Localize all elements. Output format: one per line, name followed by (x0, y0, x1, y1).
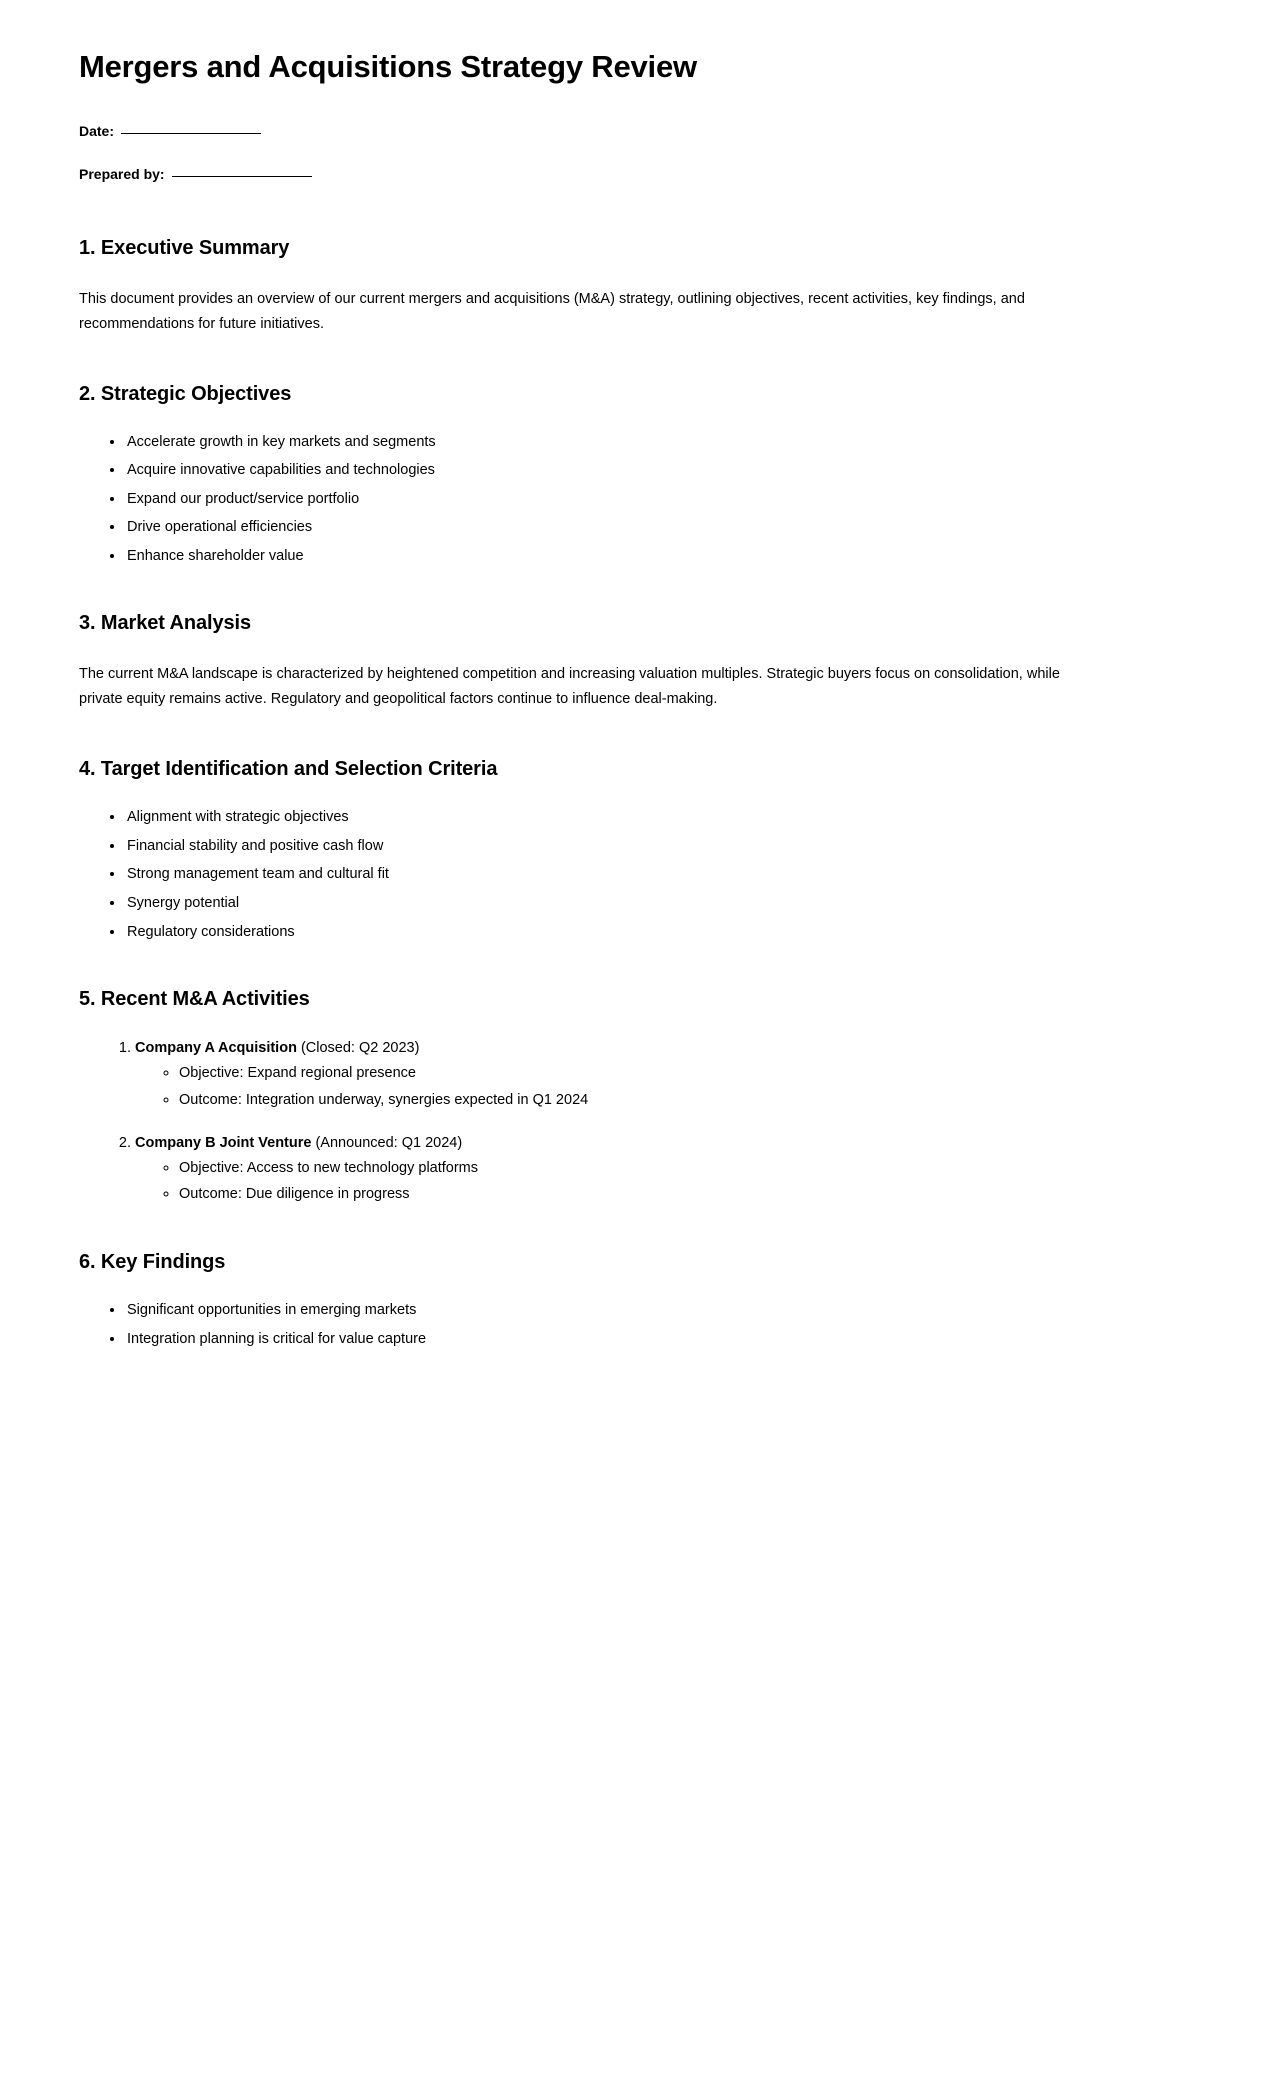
recent-activities-list (79, 1038, 1184, 1205)
list-item (135, 1133, 1184, 1205)
list-item: • Strong management team and cultural fit (125, 865, 1184, 885)
section-strategic-objectives (79, 381, 1184, 567)
section-paragraph: The current M&A landscape is characterized by heightened competition and increasing valuation multiples. Strategic buyers focus on consolidation, while private equity remains active. Regulatory and geopolitical factors continue to influence deal-making. (79, 666, 1060, 708)
strategic-objectives-list (79, 433, 1184, 567)
activity-details-list (135, 1064, 1184, 1110)
date-label: Date: (79, 122, 115, 139)
list-item: • Synergy potential (125, 894, 1184, 914)
prepared-by-input-blank[interactable] (172, 176, 312, 177)
activity-heading (135, 1135, 462, 1151)
list-item: ◦ Outcome: Integration underway, synergies expected in Q1 2024 (179, 1091, 1184, 1111)
list-item: • Alignment with strategic objectives (125, 808, 1184, 828)
list-item: • Financial stability and positive cash flow (125, 837, 1184, 857)
list-item: ◦ Objective: Expand regional presence (179, 1064, 1184, 1084)
section-executive-summary (79, 235, 1184, 337)
list-item: • Expand our product/service portfolio (125, 490, 1184, 510)
selection-criteria-list (79, 808, 1184, 942)
date-input-blank[interactable] (121, 133, 261, 134)
section-heading: 3. Market Analysis (79, 612, 251, 635)
list-item: • Acquire innovative capabilities and technologies (125, 461, 1184, 481)
activity-name: Company B Joint Venture (135, 1134, 312, 1151)
list-item: • Drive operational efficiencies (125, 518, 1184, 538)
prepared-by-field-line (79, 164, 1184, 185)
date-field-line (79, 121, 1184, 142)
list-item (135, 1038, 1184, 1110)
section-market-analysis (79, 610, 1184, 712)
list-item: • Integration planning is critical for value capture (125, 1330, 1184, 1350)
list-item: • Accelerate growth in key markets and segments (125, 433, 1184, 453)
section-heading: 1. Executive Summary (79, 236, 290, 259)
page-title: Mergers and Acquisitions Strategy Review (79, 49, 697, 84)
list-item: • Enhance shareholder value (125, 547, 1184, 567)
section-heading: 4. Target Identification and Selection Criteria (79, 758, 498, 781)
activity-details-list (135, 1159, 1184, 1205)
key-findings-list (79, 1301, 1184, 1349)
section-target-identification (79, 756, 1184, 942)
list-item: • Regulatory considerations (125, 923, 1184, 943)
list-item: ◦ Outcome: Due diligence in progress (179, 1185, 1184, 1205)
activity-name: Company A Acquisition (135, 1040, 297, 1057)
section-heading: 2. Strategic Objectives (79, 382, 292, 405)
prepared-by-label: Prepared by: (79, 165, 165, 182)
activity-status: (Closed: Q2 2023) (296, 1040, 420, 1057)
activity-status: (Announced: Q1 2024) (311, 1134, 463, 1151)
list-item: ◦ Objective: Access to new technology platforms (179, 1159, 1184, 1179)
list-item: • Significant opportunities in emerging markets (125, 1301, 1184, 1321)
section-recent-activities (79, 986, 1184, 1205)
section-key-findings (79, 1249, 1184, 1349)
section-paragraph: This document provides an overview of our current mergers and acquisitions (M&A) strategy, outlining objectives, recent activities, key findings, and recommendations for future initiatives. (79, 290, 1025, 332)
activity-heading (135, 1040, 419, 1056)
section-heading: 5. Recent M&A Activities (79, 988, 310, 1011)
section-heading: 6. Key Findings (79, 1250, 226, 1273)
